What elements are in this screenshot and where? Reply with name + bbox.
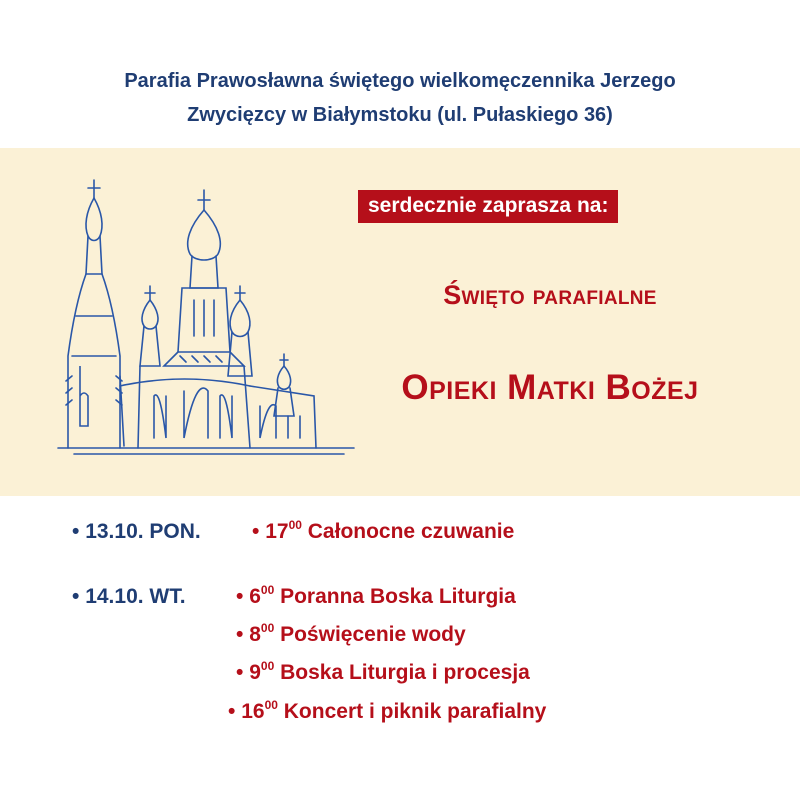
event-hour: 16 <box>241 700 265 723</box>
bullet-icon: • <box>236 623 244 646</box>
parish-name-line2: Zwycięzcy w Białymstoku (ul. Pułaskiego 36) <box>187 104 613 126</box>
event-title-line2: Opieki Matki Bożej <box>401 368 699 407</box>
event-hour: 6 <box>249 585 261 608</box>
event-minutes: 00 <box>260 583 275 597</box>
schedule-event <box>236 585 516 609</box>
schedule-day-1 <box>72 520 201 544</box>
schedule-event <box>236 623 466 647</box>
event-text: Koncert i piknik parafialny <box>283 700 547 723</box>
day-label: 13.10. PON. <box>85 520 201 543</box>
event-hour: 8 <box>249 623 261 646</box>
day-label: 14.10. WT. <box>85 585 186 608</box>
bullet-icon: • <box>72 520 80 543</box>
event-minutes: 00 <box>288 518 302 532</box>
event-text: Boska Liturgia i procesja <box>280 661 530 684</box>
event-minutes: 00 <box>260 659 275 673</box>
schedule-day-2 <box>72 585 186 609</box>
event-minutes: 00 <box>264 698 278 712</box>
schedule-event <box>228 700 546 724</box>
church-sketch-icon <box>54 176 364 466</box>
event-text: Poświęcenie wody <box>280 623 466 646</box>
bullet-icon: • <box>228 700 236 723</box>
bullet-icon: • <box>236 585 244 608</box>
bullet-icon: • <box>72 585 80 608</box>
event-hour: 17 <box>265 520 289 543</box>
parish-header <box>0 64 800 132</box>
bullet-icon: • <box>236 661 244 684</box>
event-title-line1: Święto parafialne <box>443 280 657 310</box>
event-text: Całonocne czuwanie <box>307 520 515 543</box>
event-minutes: 00 <box>260 621 275 635</box>
schedule-event <box>236 661 530 685</box>
parish-name-line1: Parafia Prawosławna świętego wielkomęczennika Jerzego <box>124 70 676 92</box>
event-text: Poranna Boska Liturgia <box>280 585 516 608</box>
event-hour: 9 <box>249 661 261 684</box>
invitation-label: serdecznie zaprasza na: <box>358 190 618 223</box>
bullet-icon: • <box>252 520 260 543</box>
schedule-event <box>252 520 514 544</box>
